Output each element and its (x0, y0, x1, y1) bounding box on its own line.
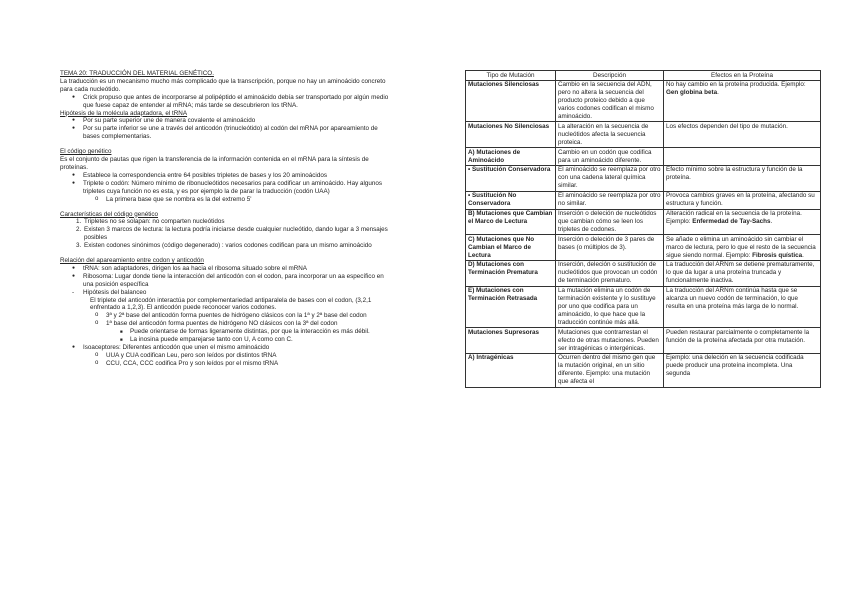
table-header-row (466, 71, 821, 81)
header-type: Tipo de Mutación (466, 71, 556, 81)
table-row (466, 235, 821, 261)
table-row (466, 122, 821, 148)
mutation-description: Inserción, deleción o sustitución de nucleótidos que provocan un codón de terminación prematuro. (556, 260, 664, 286)
mutation-type: C) Mutaciones que No Cambian el Marco de Lectura (466, 235, 556, 261)
mutation-description: Inserción o deleción de nucleótidos que cambian cómo se leen los tripletes de codones. (556, 209, 664, 235)
mutation-type: Mutaciones No Silenciosas (466, 122, 556, 148)
list-item: 3. Existen codones sinónimos (código degenerado) : varios codones codifican para un mismo aminoácido (83, 242, 390, 250)
list-item-text: 1ª base del anticodón forma puentes de hidrógeno NO clásicos con la 3ª del codon (106, 320, 338, 328)
mutation-type: Mutaciones Silenciosas (466, 80, 556, 122)
table-row (466, 260, 821, 286)
notes-column (60, 70, 390, 368)
list-item (83, 180, 390, 204)
mutation-type: A) Intragénicas (466, 353, 556, 387)
mutation-description: Inserción o deleción de 3 pares de bases (o múltiplos de 3). (556, 235, 664, 261)
sub-list (83, 196, 390, 204)
list-item: 1. Tripletes no se solapan: no comparten nucleótidos (83, 218, 390, 226)
mutation-effect: Efecto mínimo sobre la estructura y función de la proteína. (664, 165, 821, 191)
mutation-description: Cambio en un codón que codifica para un aminoácido diferente. (556, 148, 664, 166)
list-item (106, 320, 390, 328)
list-item: ● Ribosoma: Lugar donde tiene la interacción del anticodón con el codon, para incorporar un aa específico en una posición específica (83, 273, 390, 289)
effect-text: Se añade o elimina un aminoácido sin cambiar el marco de lectura, pero lo que el resto de la secuencia sigue siendo normal. Ejemplo: (666, 235, 816, 259)
effect-suffix: . (770, 217, 773, 225)
mutation-effect (664, 235, 821, 261)
wobble-heading: - Hipótesis del balanceo (60, 289, 390, 297)
mutation-effect: Ejemplo: una deleción en la secuencia codificada puede producir una proteína incompleta. Una segunda (664, 353, 821, 387)
list-item: o 3ª y 2ª base del anticodón forma puentes de hidrógeno clásicos con la 1ª y 2ª base del codon (106, 312, 390, 320)
mutation-effect (664, 148, 821, 166)
effect-example: Gen globina beta (666, 89, 718, 97)
mutation-effect: La traducción del ARNm se detiene prematuramente, lo que da lugar a una proteína truncada y funcionalmente inactiva. (664, 260, 821, 286)
mutation-description: La mutación elimina un codón de terminación existente y lo sustituye por uno que codifica para un aminoácido, lo que hace que la traducción continúe más allá. (556, 286, 664, 328)
mutation-type: A) Mutaciones de Aminoácido (466, 148, 556, 166)
mutation-description: El aminoácido se reemplaza por otro no similar. (556, 191, 664, 209)
list-item: 2. Existen 3 marcos de lectura: la lectura podría iniciarse desde cualquier nucleótido, dando lugar a 3 mensajes posibles (83, 226, 390, 242)
mutation-type: • Sustitución Conservadora (466, 165, 556, 191)
genetic-code-definition: Es el conjunto de pautas que rigen la transferencia de la información contenida en el mRNA para la síntesis de proteínas. (60, 156, 369, 171)
mutation-type: Mutaciones Supresoras (466, 328, 556, 354)
mutation-type: E) Mutaciones con Terminación Retrasada (466, 286, 556, 328)
table-row (466, 353, 821, 387)
list-item: ● Establece la correspondencia entre 64 posibles tripletes de bases y los 20 aminoácidos (83, 172, 390, 180)
header-effects: Efectos en la Proteína (664, 71, 821, 81)
list-item: o UUA y CUA codifican Leu, pero son leídos por distintos tRNA (106, 352, 390, 360)
table-row (466, 80, 821, 122)
mutation-description: El aminoácido se reemplaza por otro con una cadena lateral química similar. (556, 165, 664, 191)
wobble-detail-list (60, 328, 390, 344)
list-item: ● Crick propuso que antes de incorporarse al polipéptido el aminoácido debía ser transportado por algún medio que fuese capaz de entender al mRNA; más tarde se descubrieron los tRNA. (83, 94, 390, 110)
list-item: ■ La inosina puede emparejarse tanto con U, A como con C. (130, 336, 390, 344)
characteristics-list (60, 218, 390, 250)
pairing-list (60, 265, 390, 289)
pairing-heading: Relación del apareamiento entre codon y anticodón (60, 257, 204, 265)
table-row (466, 148, 821, 166)
mutation-effect: Los efectos dependen del tipo de mutación. (664, 122, 821, 148)
mutation-effect (664, 209, 821, 235)
effect-text: No hay cambio en la proteína producida. Ejemplo: (666, 81, 806, 89)
effect-example: Enfermedad de Tay-Sachs (692, 217, 771, 225)
table-row (466, 209, 821, 235)
table-row (466, 165, 821, 191)
genetic-code-list (60, 172, 390, 204)
mutation-effect (664, 80, 821, 122)
notes-title: TEMA 20: TRADUCCIÓN DEL MATERIAL GENÉTICO. (60, 70, 214, 77)
wobble-text: El triplete del anticodón interactúa por complementariedad antiparalela de bases con el codon, (3,2,1 enfrentado a 1,2,3). El anticodón puede reconocer varios codones. (90, 296, 372, 312)
effect-suffix: . (717, 89, 719, 97)
table-row (466, 328, 821, 354)
isoacceptor-sub-list (60, 352, 390, 368)
list-item: ● tRNA: son adaptadores, dirigen los aa hacia el ribosoma situado sobre el mRNA (83, 265, 390, 273)
list-item-text: Triplete o codón: Número mínimo de ribonucleótidos necesarios para codificar un aminoácido. Hay algunos tripletes cuya función no es esta, y es por ejemplo la de parar la traducción (codón UAA) (83, 179, 383, 195)
table-row (466, 191, 821, 209)
intro-paragraph: La traducción es un mecanismo mucho más complicado que la transcripción, porque no hay un aminoácido concreto para cada nucleótido. (60, 77, 386, 93)
list-item: o CCU, CCA, CCC codifica Pro y son leídos por el mismo tRNA (106, 360, 390, 368)
table-row (466, 286, 821, 328)
mutation-type: D) Mutaciones con Terminación Prematura (466, 260, 556, 286)
hypothesis-list (60, 117, 390, 141)
mutation-description: Mutaciones que contrarrestan el efecto de otras mutaciones. Pueden ser intragénicas o intergénicas. (556, 328, 664, 354)
crick-list (60, 94, 390, 110)
mutation-type: • Sustitución No Conservadora (466, 191, 556, 209)
mutation-description: La alteración en la secuencia de nucleótidos afecta la secuencia proteica. (556, 122, 664, 148)
effect-example: Fibrosis quística (752, 251, 803, 259)
mutation-effect: La traducción del ARNm continúa hasta que se alcanza un nuevo codón de terminación, lo que resulta en una proteína más larga de lo normal. (664, 286, 821, 328)
isoacceptor-list (60, 344, 390, 352)
genetic-code-heading: El código genético (60, 148, 112, 156)
mutation-effect: Provoca cambios graves en la proteína, afectando su estructura y función. (664, 191, 821, 209)
mutation-type: B) Mutaciones que Cambian el Marco de Lectura (466, 209, 556, 235)
characteristics-heading: Características del código genético (60, 210, 159, 218)
mutation-table (465, 70, 821, 388)
effect-text: Alteración radical en la secuencia de la proteína. Ejemplo: (666, 210, 802, 225)
list-item: ● Por su parte inferior se une a través del anticodón (trinucleótido) al codón del mRNA por apareamiento de bases complementarias. (83, 125, 390, 141)
list-item: ■ Puede orientarse de formas ligeramente distintas, por que la interacción es más débil. (130, 328, 390, 336)
header-description: Descripción (556, 71, 664, 81)
list-item: ● Isoaceptores: Diferentes anticodón que unen el mismo aminoácido (83, 344, 390, 352)
wobble-list (60, 312, 390, 328)
mutation-effect: Pueden restaurar parcialmente o completamente la función de la proteína afectada por otra mutación. (664, 328, 821, 354)
list-item: ● Por su parte superior une de manera covalente el aminoácido (83, 117, 390, 125)
mutation-description: Ocurren dentro del mismo gen que la mutación original, en un sitio diferente. Ejemplo: una mutación que afecta el (556, 353, 664, 387)
sub-list-item: o La primera base que se nombra es la del extremo 5' (106, 196, 390, 204)
effect-suffix: . (802, 251, 804, 259)
mutation-description: Cambio en la secuencia del ADN, pero no altera la secuencia del producto proteico debido a que varios codones codifican el mismo aminoácido. (556, 80, 664, 122)
hypothesis-heading: Hipótesis de la molécula adaptadora, el tRNA (60, 109, 188, 117)
